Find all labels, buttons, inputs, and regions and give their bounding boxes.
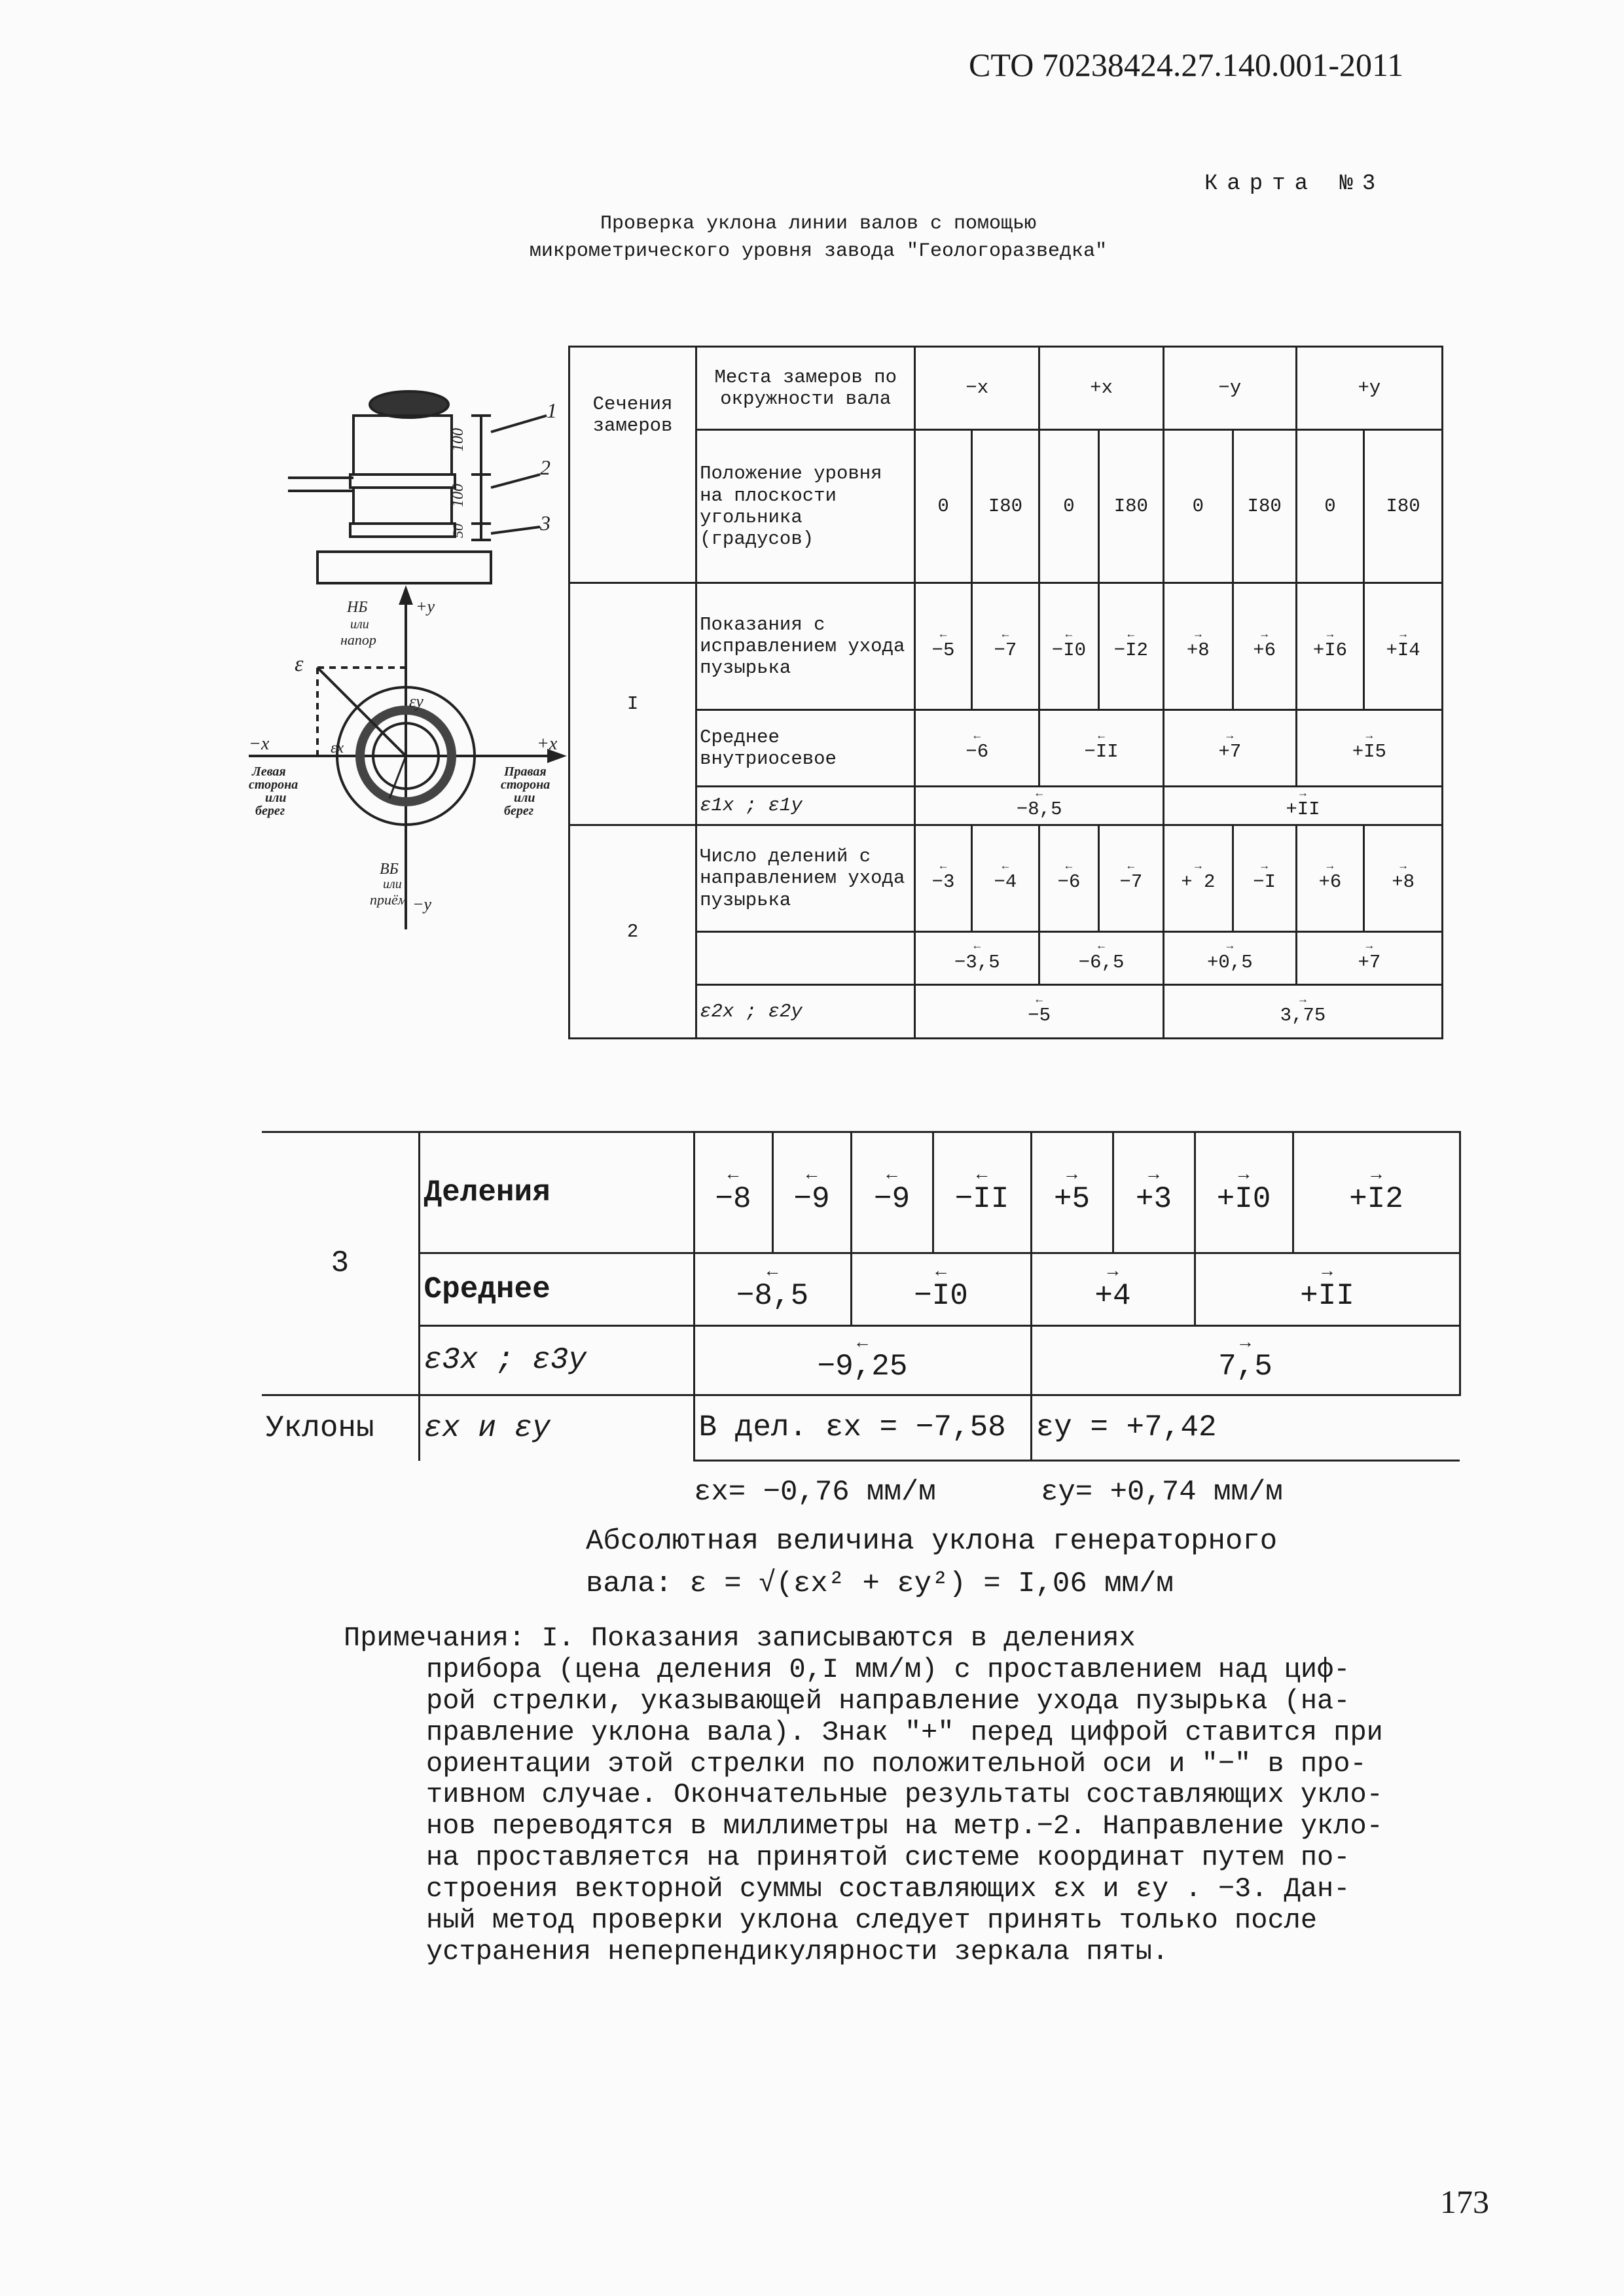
dim-2: 100 [450,484,467,507]
eps-label: ε [295,652,304,676]
division-cell: ← −8 [694,1132,772,1253]
left-side-2: сторона [249,778,298,792]
plus-y-label: +у [416,597,435,616]
vb-label: ВБ [380,861,399,878]
measurements-table-section-3 [262,1131,1461,1462]
measurements-table-sections-1-2 [568,346,1443,1039]
axis-minus-x: −х [915,347,1039,430]
position-cell: I80 [1364,430,1443,583]
division-cell: ← −II [933,1132,1031,1253]
right-side-3: или [514,791,535,805]
sec2-reading: ← −3 [915,825,971,932]
absolute-slope-line-2: вала: ε = √(εx² + εy²) = I,06 мм/м [586,1568,1174,1600]
position-cell: 0 [915,430,971,583]
sec1-reading: → +I4 [1364,583,1443,709]
sec2-mean: ← −3,5 [915,932,1039,985]
vb-sub-2: приём [370,891,407,908]
plus-x-label: +х [537,734,558,754]
sec1-eps-label: ε1x ; ε1y [696,787,915,825]
sec2-eps-x: ← −5 [915,985,1164,1039]
division-cell: → +I2 [1293,1132,1460,1253]
sec2-mean-empty [696,932,915,985]
title-line-1: Проверка уклона линии валов с помощью [600,213,1037,235]
division-cell: → +5 [1031,1132,1113,1253]
sec2-readings-label: Число делений с направлением ухода пузырька [696,825,915,932]
sec2-reading: ← −7 [1098,825,1163,932]
slopes-symbols: εx и εy [419,1395,694,1460]
sec2-reading: → +8 [1364,825,1443,932]
label-3: 3 [540,511,550,535]
eps-y-label: εy [409,692,424,711]
sec2-eps-label: ε2x ; ε2y [696,985,915,1039]
divisions-label: Деления [419,1132,694,1253]
sec2-mean: ← −6,5 [1039,932,1164,985]
dim-1: 100 [450,428,467,452]
sec1-eps-x: ← −8,5 [915,787,1164,825]
position-cell: 0 [1296,430,1364,583]
division-cell: → +I0 [1195,1132,1293,1253]
col-sections-header: Сечения замеров [569,347,696,583]
document-code-header: СТО 70238424.27.140.001-2011 [969,46,1404,83]
sec2-reading: → + 2 [1163,825,1233,932]
left-side-3: или [265,791,287,805]
sec1-mean-label: Среднее внутриосевое [696,709,915,786]
sec2-eps-y: → 3,75 [1163,985,1442,1039]
notes-paragraph: Примечания: I. Показания записываются в делениях прибора (цена деления 0,I мм/м) с проставлением над циф- рой стрелки, указывающей направление ухода пузырька (на- правление уклона вала). Знак "+" перед цифрой ставится при ориентации этой стрелки по положительной оси и "−" в про- тивном случае. Окончательные результаты составляющих укло- нов переводятся в миллиметры на метр.−2. Направление укло- на проставляется на принятой системе координат путем по- строения векторной суммы составляющих εx и εy . −3. Дан- ный метод проверки уклона следует принять только после устранения неперпендикулярности зеркала пяты. [344,1623,1383,1967]
sec1-mean: ← −II [1039,709,1164,786]
col-places-header: Места замеров по окружности вала [696,347,915,430]
position-cell: 0 [1163,430,1233,583]
sec3-mean: ← −I0 [851,1253,1031,1325]
left-side-1: Левая [252,764,286,779]
label-1: 1 [547,399,557,422]
row-position-label: Положение уровня на плоскости угольника (градусов) [696,430,915,583]
axis-minus-y: −у [1163,347,1296,430]
position-cell: I80 [971,430,1039,583]
right-side-2: сторона [501,778,550,792]
sec3-eps-x: ← −9,25 [694,1325,1031,1395]
left-side-4: берег [255,804,285,818]
division-cell: ← −9 [772,1132,851,1253]
sec2-reading: → −I [1233,825,1296,932]
nb-sub-1: или [350,617,369,632]
sec1-reading: → +6 [1233,583,1296,709]
slope-y-mm: εy= +0,74 мм/м [1041,1476,1283,1509]
sec1-reading: → +I6 [1296,583,1364,709]
card-label: Карта №3 [1204,171,1385,196]
section-2-label: 2 [569,825,696,1039]
slope-x-mm: εx= −0,76 мм/м [694,1476,936,1509]
nb-label: НБ [347,599,368,616]
sec3-eps-y: → 7,5 [1031,1325,1460,1395]
division-cell: ← −9 [851,1132,933,1253]
sec1-reading: ← −I0 [1039,583,1099,709]
sec2-mean: → +7 [1296,932,1442,985]
right-side-4: берег [504,804,534,818]
axis-plus-x: +х [1039,347,1164,430]
sec1-reading: → +8 [1163,583,1233,709]
eps-x-label: εx [331,740,344,757]
axis-plus-y: +у [1296,347,1442,430]
sec2-reading: ← −4 [971,825,1039,932]
mean-label: Среднее [419,1253,694,1325]
position-cell: I80 [1233,430,1296,583]
label-2: 2 [540,456,550,479]
sec2-reading: → +6 [1296,825,1364,932]
nb-sub-2: напор [340,632,376,648]
slope-y-value: εy = +7,42 [1031,1395,1460,1460]
sec1-reading: ← −I2 [1098,583,1163,709]
position-cell: 0 [1039,430,1099,583]
position-cell: I80 [1098,430,1163,583]
sec2-reading: ← −6 [1039,825,1099,932]
absolute-slope-line-1: Абсолютная величина уклона генераторного [586,1525,1278,1558]
sec1-eps-y: → +II [1163,787,1442,825]
slope-x-value: В дел. εx = −7,58 [694,1395,1031,1460]
sec1-reading: ← −5 [915,583,971,709]
vb-sub-1: или [383,877,402,891]
sec3-eps-label: ε3x ; ε3y [419,1325,694,1395]
minus-y-label: −у [412,895,432,914]
page-number: 173 [1440,2183,1489,2220]
section-1-label: I [569,583,696,825]
dim-3: 50 [450,524,466,538]
sec1-mean: ← −6 [915,709,1039,786]
sec3-mean: ← −8,5 [694,1253,851,1325]
shaft-diagram [249,367,576,942]
division-cell: → +3 [1113,1132,1195,1253]
sec3-mean: → +II [1195,1253,1460,1325]
sec1-readings-label: Показания с исправлением ухода пузырька [696,583,915,709]
right-side-1: Правая [504,764,547,779]
sec3-mean: → +4 [1031,1253,1195,1325]
slopes-label: Уклоны [262,1395,419,1460]
sec1-mean: → +I5 [1296,709,1442,786]
minus-x-label: −х [249,734,270,754]
section-3-label: 3 [262,1132,419,1395]
sec2-mean: → +0,5 [1163,932,1296,985]
title-line-2: микрометрического уровня завода "Геологоразведка" [529,240,1108,262]
sec1-mean: → +7 [1163,709,1296,786]
sec1-reading: ← −7 [971,583,1039,709]
